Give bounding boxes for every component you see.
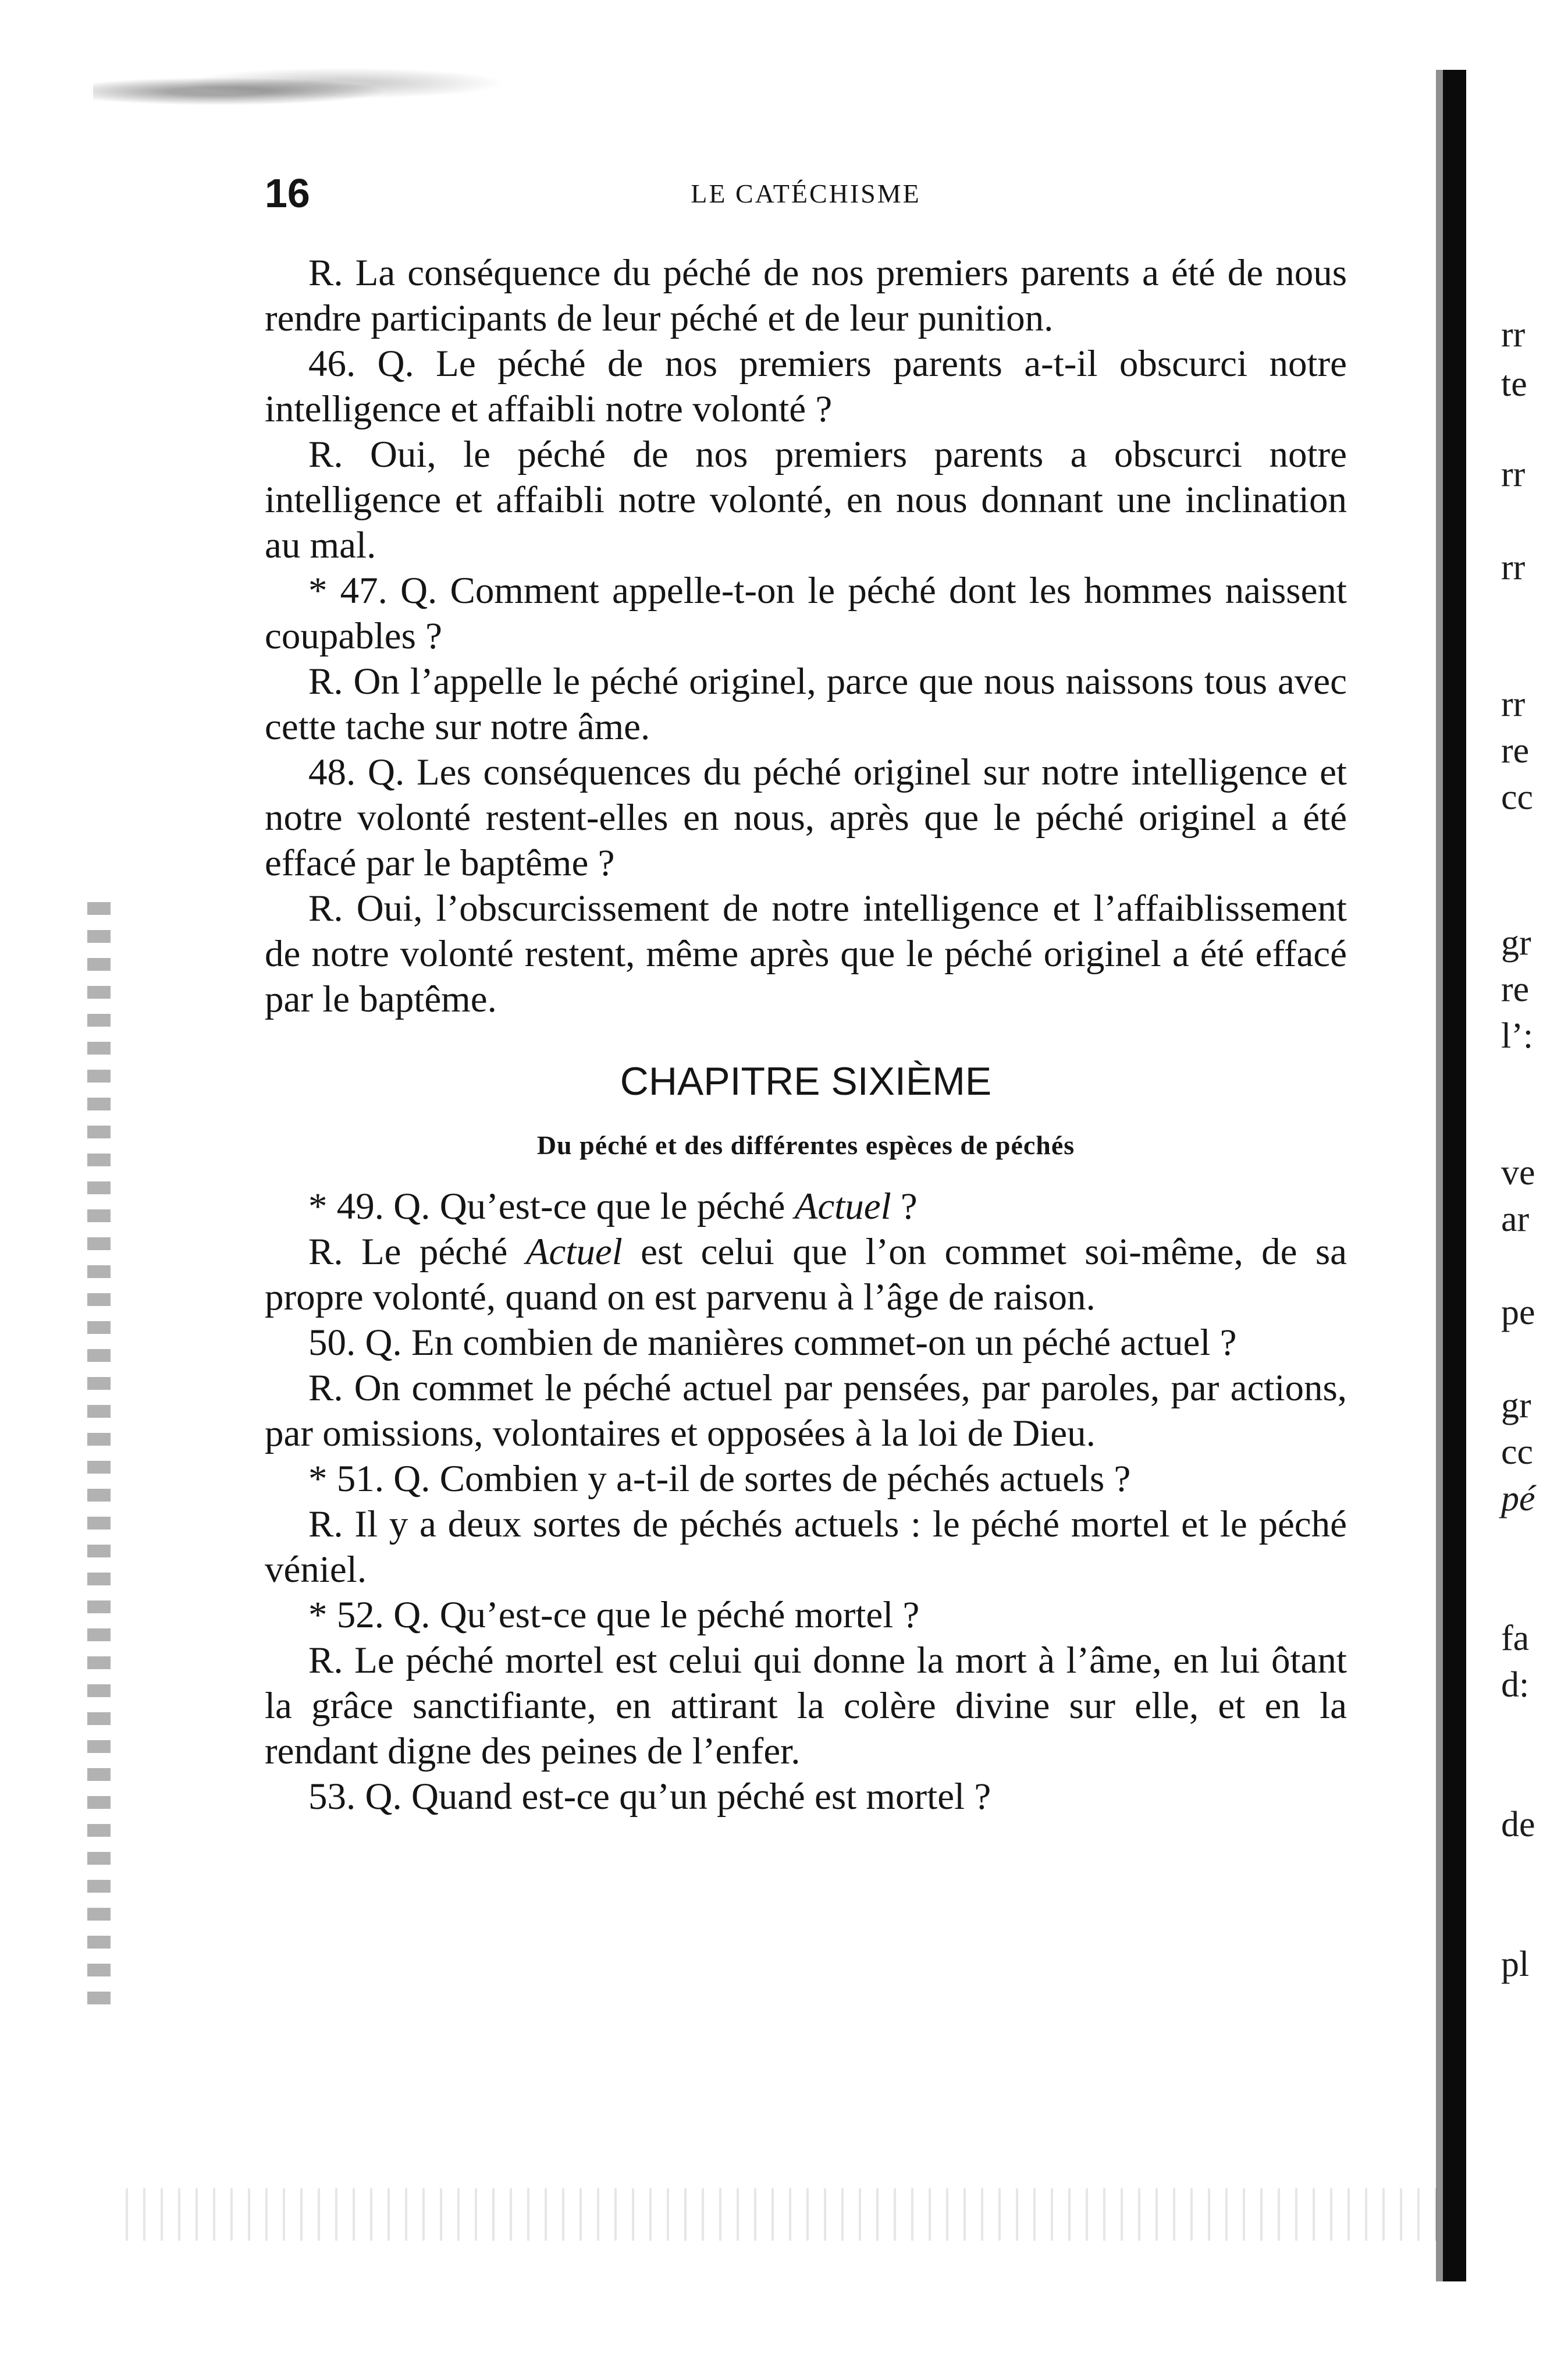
- answer-50: R. On commet le péché actuel par pensées, par paroles, par actions, par omissions, volontaires et opposées à la loi de Dieu.: [265, 1367, 1347, 1454]
- facing-fragment: te: [1501, 364, 1527, 404]
- page-header: [265, 170, 1347, 222]
- facing-fragment: pl: [1501, 1944, 1530, 1984]
- facing-fragment: re: [1501, 731, 1530, 771]
- answer-51: R. Il y a deux sortes de péchés actuels : le péché mortel et le péché véniel.: [265, 1503, 1347, 1591]
- question-49-suffix: ?: [891, 1186, 918, 1227]
- page-number: 16: [265, 171, 310, 216]
- scan-noise-top: [93, 67, 512, 108]
- facing-fragment: ve: [1501, 1153, 1535, 1193]
- scan-noise-left: [87, 902, 111, 2008]
- answer-49-suffix: est celui que l’on commet soi-même, de sa propre volonté, quand on est parvenu à l’âge de raison.: [265, 1231, 1347, 1318]
- facing-fragment: rr: [1501, 455, 1526, 494]
- question-48: 48. Q. Les conséquences du péché originel sur notre intelligence et notre volonté restent-elles en nous, après que le péché originel a été effacé par le baptême ?: [265, 751, 1347, 884]
- facing-fragment: de: [1501, 1805, 1535, 1844]
- page-body: [265, 250, 1347, 1819]
- question-51: * 51. Q. Combien y a-t-il de sortes de péchés actuels ?: [308, 1458, 1131, 1500]
- question-49-italic: Actuel: [794, 1186, 891, 1227]
- facing-page-edge: [1501, 0, 1568, 2360]
- facing-fragment: pé: [1501, 1479, 1535, 1518]
- question-49-prefix: * 49. Q. Qu’est-ce que le péché: [308, 1186, 795, 1227]
- paragraph: R. La conséquence du péché de nos premiers parents a été de nous rendre participants de leur péché et de leur punition.: [265, 252, 1347, 339]
- answer-48: R. Oui, l’obscurcissement de notre intelligence et l’affaiblissement de notre volonté restent, même après que le péché originel a été effacé par le baptême.: [265, 888, 1347, 1020]
- answer-46: R. Oui, le péché de nos premiers parents a obscurci notre intelligence et affaibli notre volonté, en nous donnant une inclination au mal.: [265, 434, 1347, 566]
- facing-fragment: re: [1501, 970, 1530, 1009]
- facing-fragment: gr: [1501, 1386, 1531, 1425]
- scan-noise-bottom: [111, 2188, 1449, 2241]
- question-49: [265, 1184, 1347, 1229]
- book-gutter: [1443, 70, 1466, 2281]
- answer-49-italic: Actuel: [525, 1231, 623, 1273]
- question-46: 46. Q. Le péché de nos premiers parents a-t-il obscurci notre intelligence et affaibli notre volonté ?: [265, 343, 1347, 430]
- facing-fragment: l’:: [1501, 1016, 1534, 1056]
- facing-fragment: rr: [1501, 315, 1526, 354]
- question-53: 53. Q. Quand est-ce qu’un péché est mortel ?: [308, 1776, 991, 1818]
- chapter-title: CHAPITRE SIXIÈME: [620, 1059, 992, 1103]
- answer-47: R. On l’appelle le péché originel, parce que nous naissons tous avec cette tache sur notre âme.: [265, 661, 1347, 748]
- question-52: * 52. Q. Qu’est-ce que le péché mortel ?: [308, 1594, 920, 1636]
- facing-fragment: fa: [1501, 1619, 1530, 1658]
- facing-fragment: rr: [1501, 684, 1526, 724]
- question-50: 50. Q. En combien de manières commet-on un péché actuel ?: [308, 1322, 1237, 1364]
- facing-fragment: rr: [1501, 548, 1526, 587]
- facing-fragment: ar: [1501, 1199, 1530, 1239]
- question-47: * 47. Q. Comment appelle-t-on le péché dont les hommes naissent coupables ?: [265, 570, 1347, 657]
- chapter-subtitle: Du péché et des différentes espèces de péchés: [536, 1130, 1075, 1160]
- facing-fragment: cc: [1501, 778, 1534, 817]
- facing-fragment: cc: [1501, 1432, 1534, 1472]
- answer-52: R. Le péché mortel est celui qui donne la mort à l’âme, en lui ôtant la grâce sanctifiante, en attirant la colère divine sur elle, et en la rendant digne des peines de l’enfer.: [265, 1639, 1347, 1772]
- running-title: LE CATÉCHISME: [691, 179, 921, 208]
- facing-fragment: d:: [1501, 1665, 1530, 1705]
- answer-49-prefix: R. Le péché: [308, 1231, 526, 1273]
- facing-fragment: pe: [1501, 1293, 1535, 1332]
- answer-49: [265, 1229, 1347, 1320]
- facing-fragment: gr: [1501, 923, 1531, 963]
